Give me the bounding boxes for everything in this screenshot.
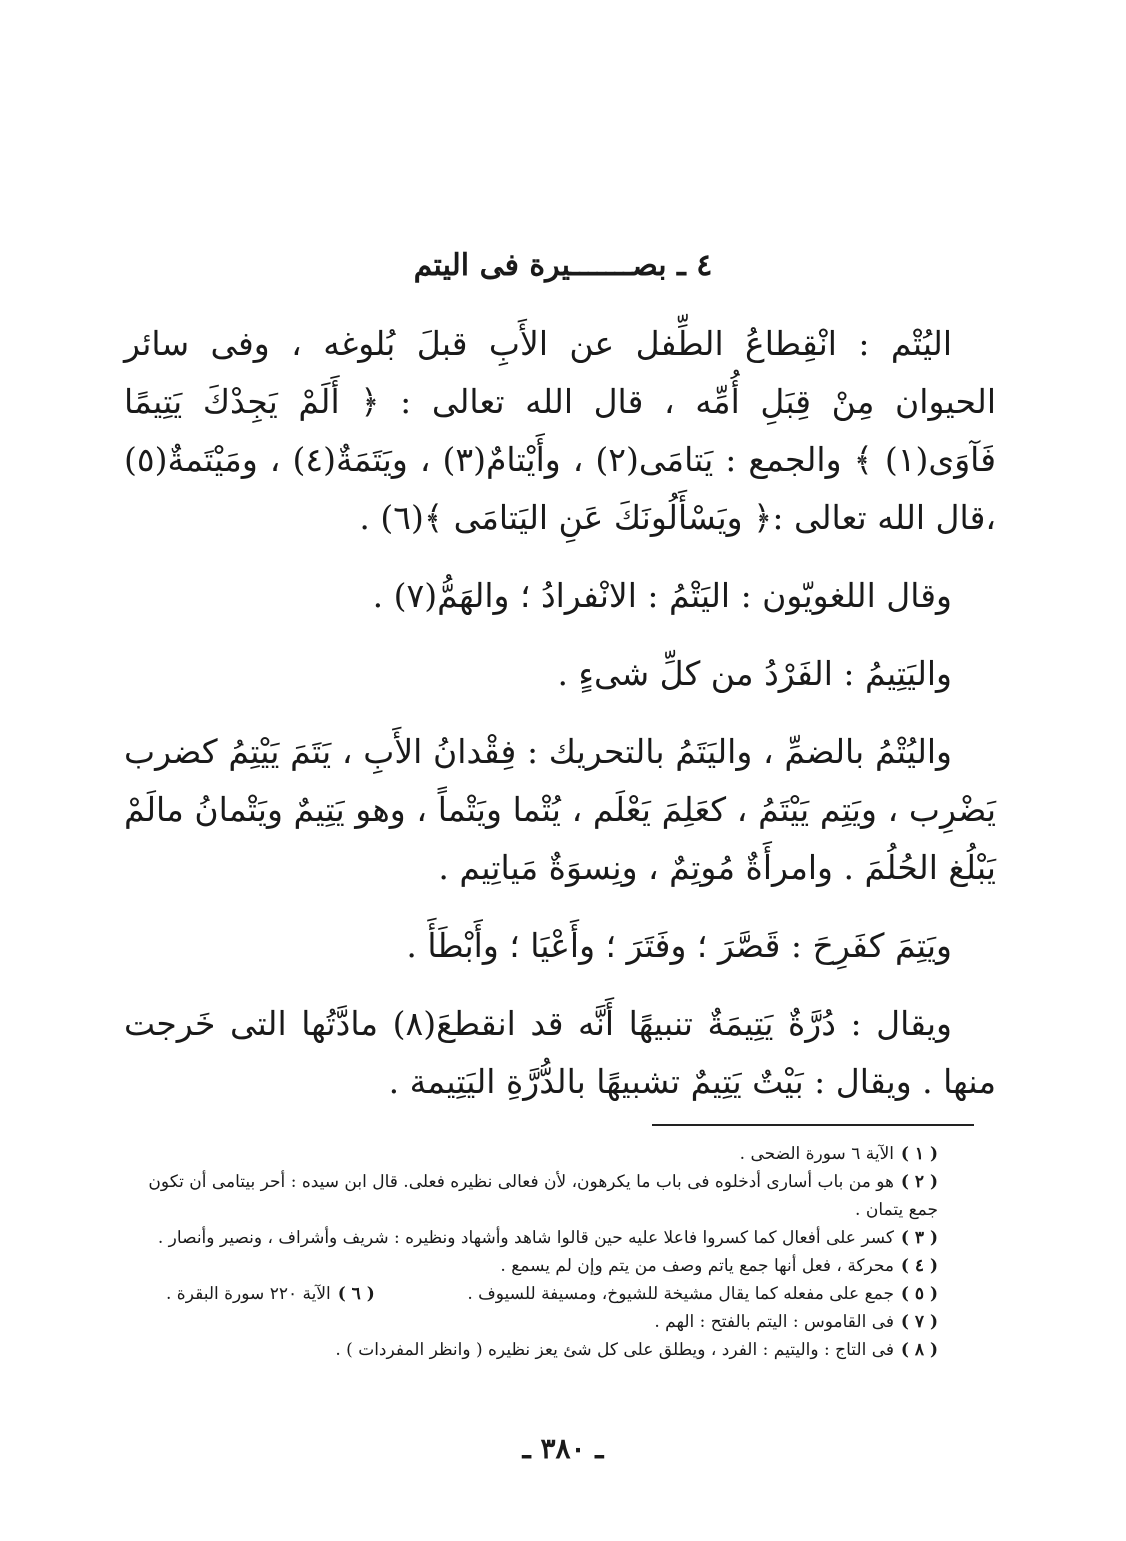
paragraph: وقال اللغويّون : اليَتْمُ : الانْفرادُ ؛ والهَمُّ(٧) . [372, 576, 952, 615]
footnote-number: ( ٣ ) [900, 1228, 938, 1248]
footnote [126, 1308, 938, 1336]
footnote-number: ( ٦ ) [337, 1284, 375, 1304]
section-heading: ٤ ـ بصـــــــيرة فى اليتم [413, 248, 713, 283]
paragraph: ويقال : دُرَّةٌ يَتِيمَةٌ تنبيهًا أَنَّه قد انقطعَ(٨) مادَّتُها التى خَرجت منها . ويقال : بَيْتٌ يَتِيمٌ تشبيهًا بالدُّرَّةِ اليَتِيمة . [124, 1004, 996, 1101]
paragraph: واليُتْمُ بالضمِّ ، واليَتَمُ بالتحريك : فِقْدانُ الأَبِ ، يَتَمَ يَيْتِمُ كضرب يَضْرِب ، ويَتِم يَيْتَمُ ، كعَلِمَ يَعْلَم ، يُتْما ويَتْماً ، وهو يَتِيمٌ ويَتْمانُ مالَمْ يَبْلُغ الحُلُمَ . وامرأَةٌ مُوتِمٌ ، ونِسوَةٌ مَياتِيم . [124, 732, 996, 887]
footnote-text: هو من باب أسارى أدخلوه فى باب ما يكرهون، لأن فعالى نظيره فعلى. قال ابن سيده : أحر بيتامى أن تكون جمع يتمان . [148, 1172, 938, 1220]
footnote [126, 1336, 938, 1364]
footnote-text: فى القاموس : اليتم بالفتح : الهم . [654, 1312, 894, 1332]
footnote [166, 1280, 375, 1308]
footnote-number: ( ٥ ) [900, 1284, 938, 1304]
footnote-text: الآية ٢٢٠ سورة البقرة . [166, 1284, 331, 1304]
footnotes [126, 1140, 938, 1364]
footnote-text: فى التاج : واليتيم : الفرد ، ويطلق على كل شئ يعز نظيره ( وانظر المفردات ) . [335, 1340, 894, 1360]
footnote [126, 1252, 938, 1280]
footnote-text: كسر على أفعال كما كسروا فاعلا عليه حين قالوا شاهد وأشهاد ونظيره : شريف وأشراف ، ونصير وأنصار . [157, 1228, 894, 1248]
footnote-text: محركة ، فعل أنها جمع ياتم وصف من يتم وإن لم يسمع . [500, 1256, 894, 1276]
paragraph: اليُتْم : انْقِطاعُ الطِّفل عن الأَبِ قبلَ بُلوغه ، وفى سائر الحيوان مِنْ قِبَلِ أُمِّه ، قال الله تعالى : ﴿ أَلَمْ يَجِدْكَ يَتِيمًا فَآوَى(١) ﴾ والجمع : يَتامَى(٢) ، وأَيْتامٌ(٣) ، ويَتَمَةٌ(٤) ، ومَيْتَمةٌ(٥) ،قال الله تعالى :﴿ ويَسْأَلُونَكَ عَنِ اليَتامَى ﴾(٦) . [124, 324, 996, 537]
footnote-number: ( ٤ ) [900, 1256, 938, 1276]
page-number: ـ ٣٨٠ ـ [522, 1432, 604, 1465]
footnote-row [126, 1280, 938, 1308]
footnote-number: ( ٢ ) [900, 1172, 938, 1192]
footnote [126, 1224, 938, 1252]
footnote-number: ( ٨ ) [900, 1340, 938, 1360]
footnote [126, 1168, 938, 1224]
paragraph: ويَتِمَ كفَرِحَ : قَصَّرَ ؛ وفَتَرَ ؛ وأَعْيَا ؛ وأَبْطَأَ . [406, 926, 952, 965]
footnote-text: الآية ٦ سورة الضحى . [739, 1144, 894, 1164]
footnote [126, 1140, 938, 1168]
footnote-number: ( ١ ) [900, 1144, 938, 1164]
footnote-text: جمع على مفعله كما يقال مشيخة للشيوخ، ومسيفة للسيوف . [467, 1284, 894, 1304]
footnote [467, 1280, 938, 1308]
footnote-number: ( ٧ ) [900, 1312, 938, 1332]
paragraph: واليَتِيمُ : الفَرْدُ من كلِّ شىءٍ . [557, 654, 952, 693]
main-text [124, 315, 996, 1111]
footnote-divider [652, 1124, 974, 1126]
